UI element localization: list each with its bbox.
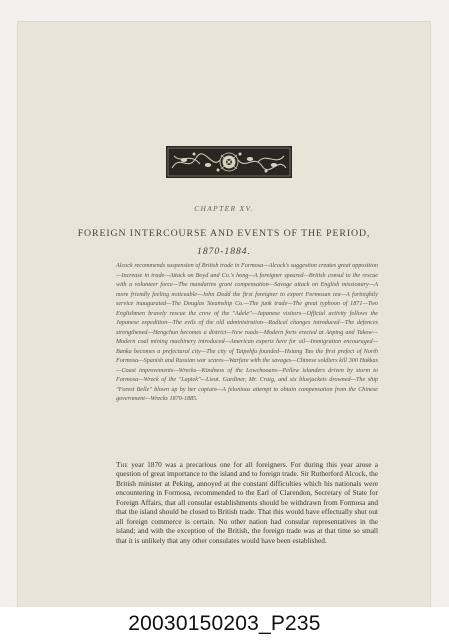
chapter-summary: Alcock recommends suspension of British trade in Formosa—Alcock's suggestion creates great opposition—Increase in trade—Attack on Boyd and Co.'s hong—A foreigner speared—British consul to the rescue with a volunteer force—The mandarins grant compensation—Savage attack on English missionary—A more friendly feeling noticeable—John Dodd the first foreigner to export Formosan tea—A fortnightly service inaugurated—The Douglas Steamship Co.—The junk trade—The great typhoon of 1871—Two Englishmen bravely rescue the crew of the "Adele"—Japanese visitors—Official activity follows the Japanese expedition—The evils of the old administration—Radical changes introduced—The defences strengthened—Hengchun becomes a district—New roads—Modern forts erected at Anping and Takow—Modern coal mining machinery introduced—American experts here for oil—Immigration encouraged—Banka becomes a prefectural city—The city of Taipehfu founded—Hsiang Tao the first prefect of North Formosa—Spanish and Russian war scares—Warfare with the savages—Chinese soldiers kill 300 Hakkas—Coast improvements—Wrecks—Kindness of the Lowchooans—Pellew islanders driven by storm to Formosa—Wreck of the "Laptek"—Lieut. Gardiner, Mr. Craig, and six bluejackets drowned—The ship "Forest Belle" blown up by her captain—A felonious attempt to obtain compensation from the Chinese government—Wrecks 1870-1885. [116,263,378,402]
book-page [18,22,430,607]
floral-headpiece-icon [166,146,292,178]
image-caption: 20030150203_P235 [128,612,321,635]
chapter-title: FOREIGN INTERCOURSE AND EVENTS OF THE PERIOD, [77,228,371,239]
body-paragraph [116,460,378,545]
chapter-number: CHAPTER XV. [194,204,254,213]
chapter-years: 1870-1884. [197,246,251,257]
opening-word: The [116,460,129,469]
paragraph-text: year 1870 was a precarious one for all foreigners. For during this year arose a question of great importance to the island and to foreign trade. Sir Rutherford Alcock, the British minister at Peking, annoyed at the constant difficulties which his nationals were encountering in Formosa, recommended to the Earl of Clarendon, Secretary of State for Foreign Affairs, that all consular establishments should be withdrawn from Formosa and that the island should be closed to British trade. That this would have effectually shut out all foreign commerce is certain. No other nation had consular representatives in the island; and with the exception of the British, the foreign trade was at that time so small that it is unlikely that any other consulates would have been established. [116,460,378,545]
